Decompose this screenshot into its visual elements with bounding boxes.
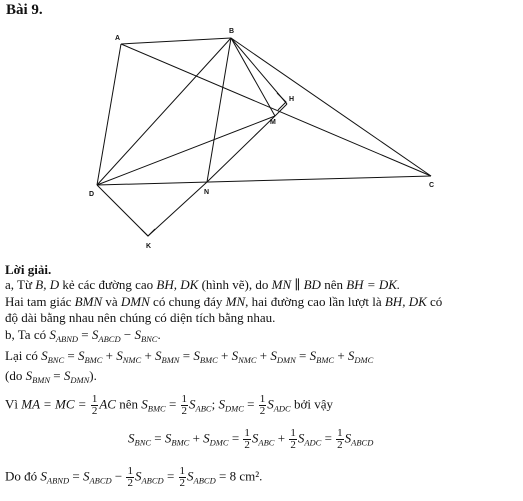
segment-dc xyxy=(97,176,431,185)
part-b-line-6: Do đó $S_{ABND} = S_{ABCD}$ − $\frac{1}{2}$ $S_{ABCD}$ = $\frac{1}{2}$ $S_{ABCD} = 8$ cm². xyxy=(5,465,263,489)
label-n: N xyxy=(204,189,210,196)
segment-ad xyxy=(97,44,121,185)
label-k: K xyxy=(146,243,152,250)
problem-title: Bài 9. xyxy=(6,2,43,18)
part-a-line-3: độ dài bằng nhau nên chúng có diện tích bằng nhau. xyxy=(5,310,276,325)
label-c: C xyxy=(429,182,435,189)
label-b: B xyxy=(229,28,235,35)
part-b-line-1: b, Ta có $S_{ABND} = S_{ABCD} - S_{BNC}$. xyxy=(5,327,161,344)
part-b-line-2: Lại có $S_{BNC} = S_{BMC} + S_{NMC} + S_{BMN} = S_{BMC} + S_{NMC} + S_{DMN} = S_{BMC} + S_{DMC}$ xyxy=(5,348,374,365)
segment-dm xyxy=(97,116,275,185)
segment-bc xyxy=(231,38,431,176)
part-b-line-5: $S_{BNC} = S_{BMC} + S_{DMC}$ = $\frac{1}{2}$ $S_{ABC}$ + $\frac{1}{2}$ $S_{ADC}$ = $\frac{1}{2}$ $S_{ABCD}$ xyxy=(128,427,374,451)
label-d: D xyxy=(89,191,95,198)
segment-ab xyxy=(121,38,231,44)
segment-bm xyxy=(231,38,275,116)
part-b-line-3: (do $S_{BMN} = S_{DMN}$). xyxy=(5,368,97,385)
part-a-line-2: Hai tam giác BMN và DMN có chung đáy MN, hai đường cao lần lượt là BH, DK có xyxy=(5,294,443,309)
solution-heading: Lời giải. xyxy=(5,262,52,277)
diagonal-bd xyxy=(97,38,231,185)
label-h: H xyxy=(289,96,295,103)
segment-dk xyxy=(97,185,148,236)
right-angle-k xyxy=(141,229,155,236)
diagonal-ac xyxy=(121,44,431,176)
part-a-line-1: a, Từ B, D kẻ các đường cao BH, DK (hình vẽ), do MN ∥ BD nên BH = DK. xyxy=(5,277,401,292)
label-m: M xyxy=(270,119,276,126)
part-b-line-4: Vì MA = MC = $\frac{1}{2}$ AC nên $S_{BMC}$ = $\frac{1}{2}$ $S_{ABC}$; $S_{DMC}$ = $\frac{1}{2}$ $S_{ADC}$ bởi vậy xyxy=(5,393,333,417)
label-a: A xyxy=(115,35,121,42)
segment-mn xyxy=(207,116,275,182)
segment-bn xyxy=(207,38,231,182)
segment-kn xyxy=(148,182,210,236)
